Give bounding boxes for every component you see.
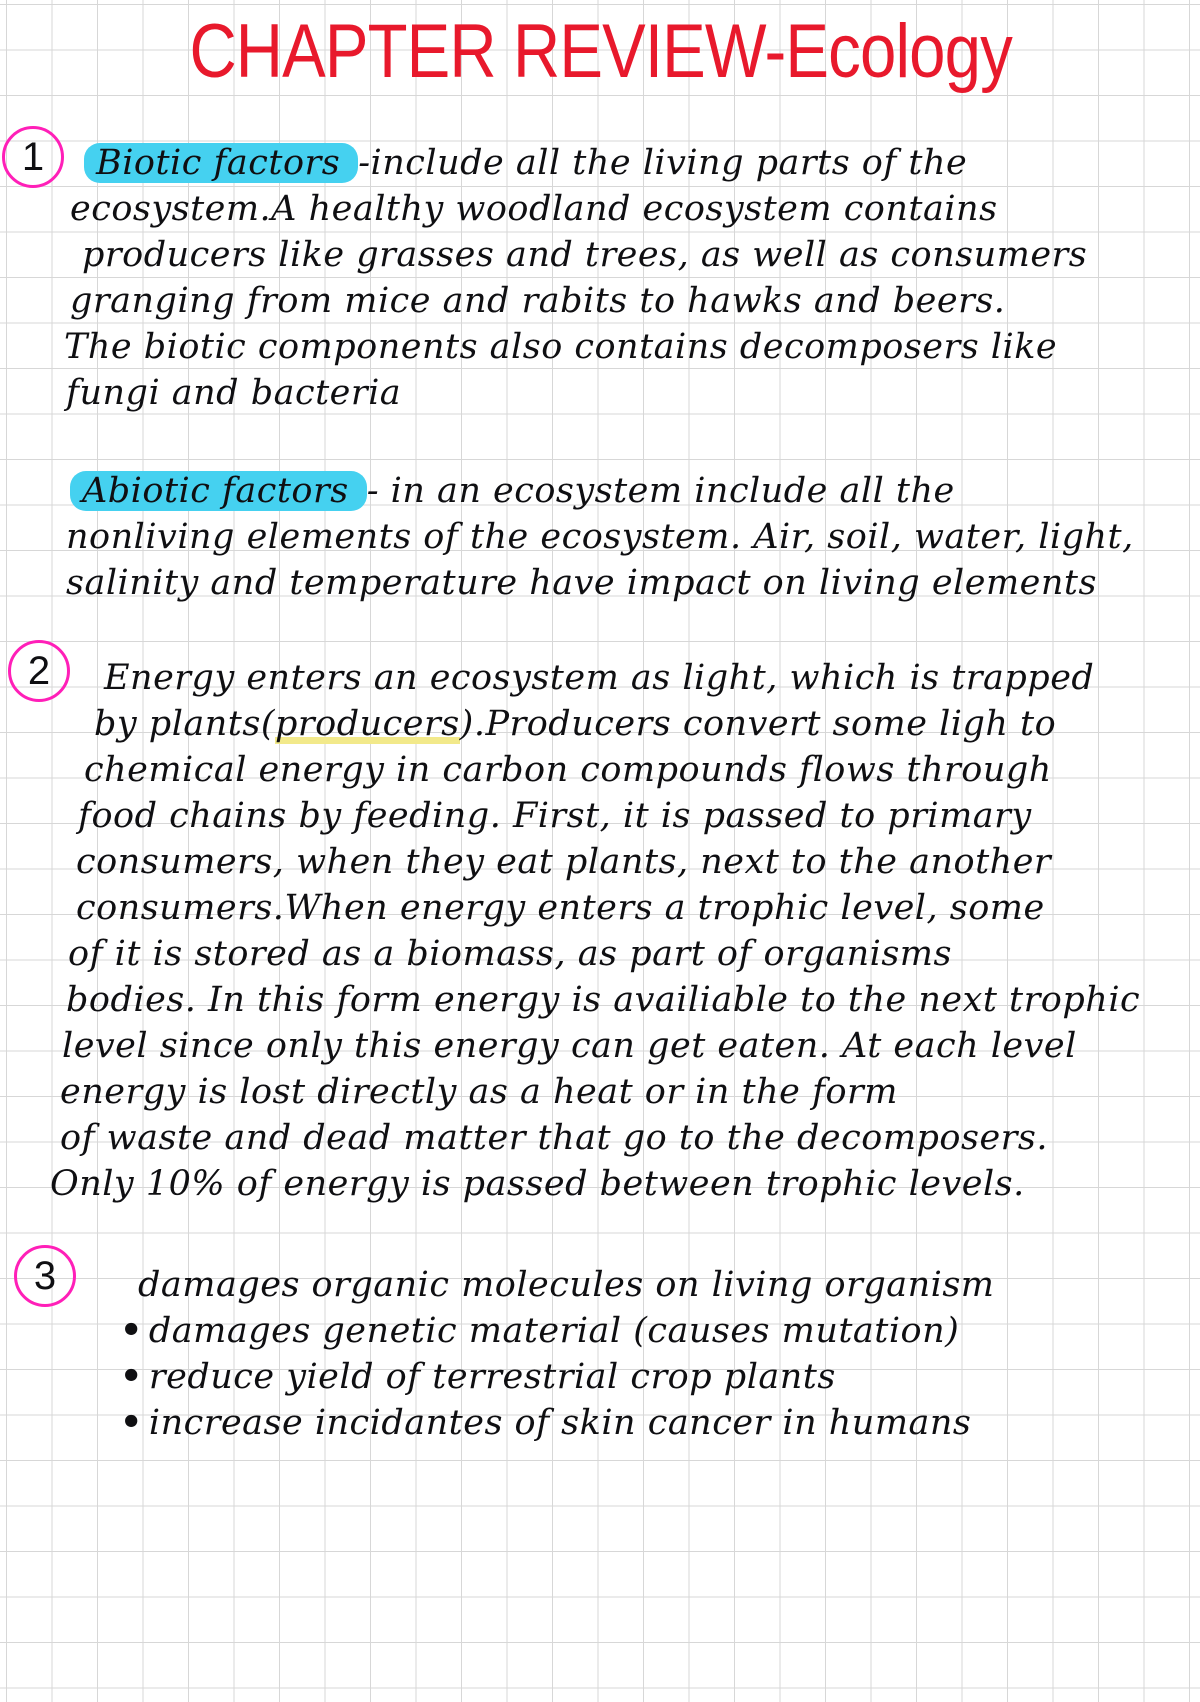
paragraph-line: ecosystem.A healthy woodland ecosystem contains [70, 189, 998, 229]
list-item [110, 1354, 995, 1400]
paragraph-line: of it is stored as a biomass, as part of organisms [68, 934, 952, 974]
paragraph-line [60, 701, 1140, 747]
section-number-circle-2: 2 [8, 640, 70, 702]
list-item [110, 1400, 995, 1446]
paragraph-line: producers like grasses and trees, as well as consumers [82, 235, 1088, 275]
paragraph-line: of waste and dead matter that go to the decomposers. [60, 1118, 1048, 1158]
paragraph-line: Only 10% of energy is passed between trophic levels. [50, 1164, 1025, 1204]
list-item-text: increase incidantes of skin cancer in humans [148, 1403, 972, 1443]
paragraph-line: bodies. In this form energy is availiable to the next trophic [66, 980, 1141, 1020]
section-number-circle-3: 3 [14, 1245, 76, 1307]
producers-highlight: producers [275, 704, 460, 744]
paragraph-line: consumers.When energy enters a trophic level, some [76, 888, 1045, 928]
paragraph-line: energy is lost directly as a heat or in the form [60, 1072, 898, 1112]
energy-flow-paragraph [50, 655, 1141, 1207]
paragraph-line [70, 140, 1087, 186]
paragraph-text: - in an ecosystem include all the [366, 471, 955, 511]
section-number-circle-1: 1 [2, 126, 64, 188]
paragraph-line: The biotic components also contains decomposers like [64, 327, 1058, 367]
biotic-factors-paragraph [64, 140, 1088, 416]
paragraph-line: fungi and bacteria [66, 373, 402, 413]
bullet-icon: • [120, 1356, 143, 1397]
paragraph-line: chemical energy in carbon compounds flows through [84, 750, 1052, 790]
paragraph-text: by plants( [94, 704, 275, 744]
page-title: CHAPTER REVIEW-Ecology [189, 9, 1012, 94]
paragraph-line [66, 468, 1134, 514]
list-item-text: reduce yield of terrestrial crop plants [148, 1357, 836, 1397]
paragraph-line: food chains by feeding. First, it is passed to primary [78, 796, 1032, 836]
paragraph-line: nonliving elements of the ecosystem. Air, soil, water, light, [66, 517, 1134, 557]
paragraph-line: granging from mice and rabits to hawks and beers. [70, 281, 1006, 321]
paragraph-line: salinity and temperature have impact on living elements [66, 563, 1097, 603]
paragraph-line: Energy enters an ecosystem as light, which is trapped [104, 658, 1095, 698]
abiotic-factors-term: Abiotic factors [70, 471, 367, 511]
bullet-icon: • [120, 1310, 143, 1351]
paragraph-text: -include all the living parts of the [358, 143, 968, 183]
paragraph-text: ).Producers convert some ligh to [459, 704, 1057, 744]
list-item [110, 1308, 995, 1354]
paragraph-line: consumers, when they eat plants, next to the another [76, 842, 1052, 882]
paragraph-line: level since only this energy can get eaten. At each level [62, 1026, 1077, 1066]
bullet-icon: • [120, 1402, 143, 1443]
abiotic-factors-paragraph [66, 468, 1134, 606]
list-item-text: damages genetic material (causes mutation) [148, 1311, 960, 1351]
biotic-factors-term: Biotic factors [84, 143, 358, 183]
list-intro: damages organic molecules on living organism [138, 1265, 995, 1305]
uv-effects-list [110, 1262, 995, 1446]
